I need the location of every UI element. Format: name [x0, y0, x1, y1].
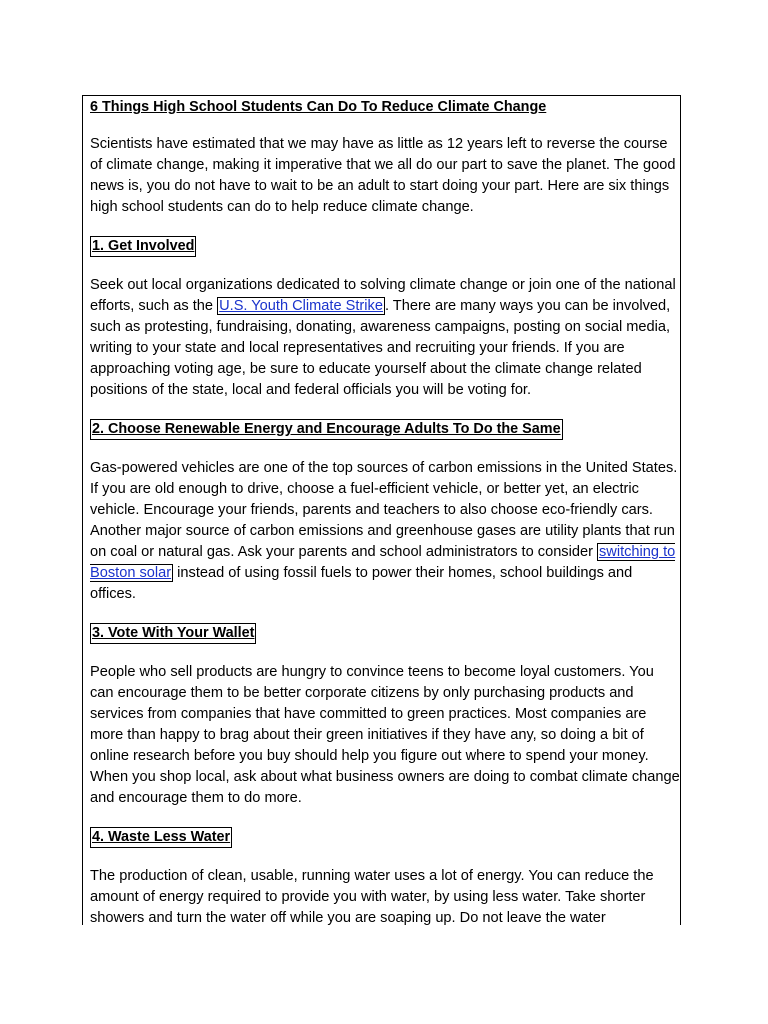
section-4-paragraph: The production of clean, usable, running water uses a lot of energy. You can reduce the amount of energy required to provide you with water, by using less water. Take shorter showers and turn the water off while you are soaping up. Do not leave the water — [90, 868, 654, 925]
boston-solar-link[interactable]: switching to Boston solar — [90, 544, 676, 581]
section-1-text-before: Seek out local organizations dedicated to solving climate change or join one of the national efforts, such as the — [90, 277, 676, 314]
intro-paragraph: Scientists have estimated that we may have as little as 12 years left to reverse the course of climate change, making it imperative that we all do our part to save the planet. The good news is, you do not have to wait to be an adult to start doing your part. Here are six things high school students can do to help reduce climate change. — [90, 136, 676, 215]
document-title: 6 Things High School Students Can Do To Reduce Climate Change — [90, 99, 547, 115]
section-2-heading: 2. Choose Renewable Energy and Encourage Adults To Do the Same — [90, 419, 563, 440]
section-3-heading-line — [90, 623, 680, 644]
section-3-heading: 3. Vote With Your Wallet — [90, 623, 256, 644]
section-3-paragraph: People who sell products are hungry to convince teens to become loyal customers. You can encourage them to be better corporate citizens by only purchasing products and services from companies that have committed to green practices. Most companies are more than happy to brag about their green initiatives if they have any, so doing a bit of online research before you buy should help you figure out where to spend your money. When you shop local, ask about what business owners are doing to combat climate change and encourage them to do more. — [90, 664, 680, 806]
section-4-heading: 4. Waste Less Water — [90, 827, 232, 848]
section-1-heading: 1. Get Involved — [90, 236, 196, 257]
section-2-paragraph — [90, 458, 680, 605]
section-1-heading-line — [90, 236, 680, 257]
section-2-text-after: instead of using fossil fuels to power their homes, school buildings and offices. — [90, 565, 633, 602]
section-4-heading-line — [90, 827, 680, 848]
document-content — [90, 96, 680, 925]
youth-climate-strike-link[interactable]: U.S. Youth Climate Strike — [219, 298, 383, 314]
section-1-paragraph — [90, 275, 680, 401]
section-2-heading-line — [90, 419, 680, 440]
section-2-text-before: Gas-powered vehicles are one of the top sources of carbon emissions in the United States. If you are old enough to drive, choose a fuel-efficient vehicle, or better yet, an electric vehicle. Encourage your friends, parents and teachers to also choose eco-friendly cars. Another major source of carbon emissions and greenhouse gases are utility plants that run on coal or natural gas. Ask your parents and school administrators to consider — [90, 460, 678, 560]
section-1-text-after: . There are many ways you can be involved, such as protesting, fundraising, donating, awareness campaigns, posting on social media, writing to your state and local representatives and recruiting your friends. If you are approaching voting age, be sure to educate yourself about the climate change related positions of the state, local and federal officials you will be voting for. — [90, 298, 671, 398]
document-page — [82, 95, 681, 925]
